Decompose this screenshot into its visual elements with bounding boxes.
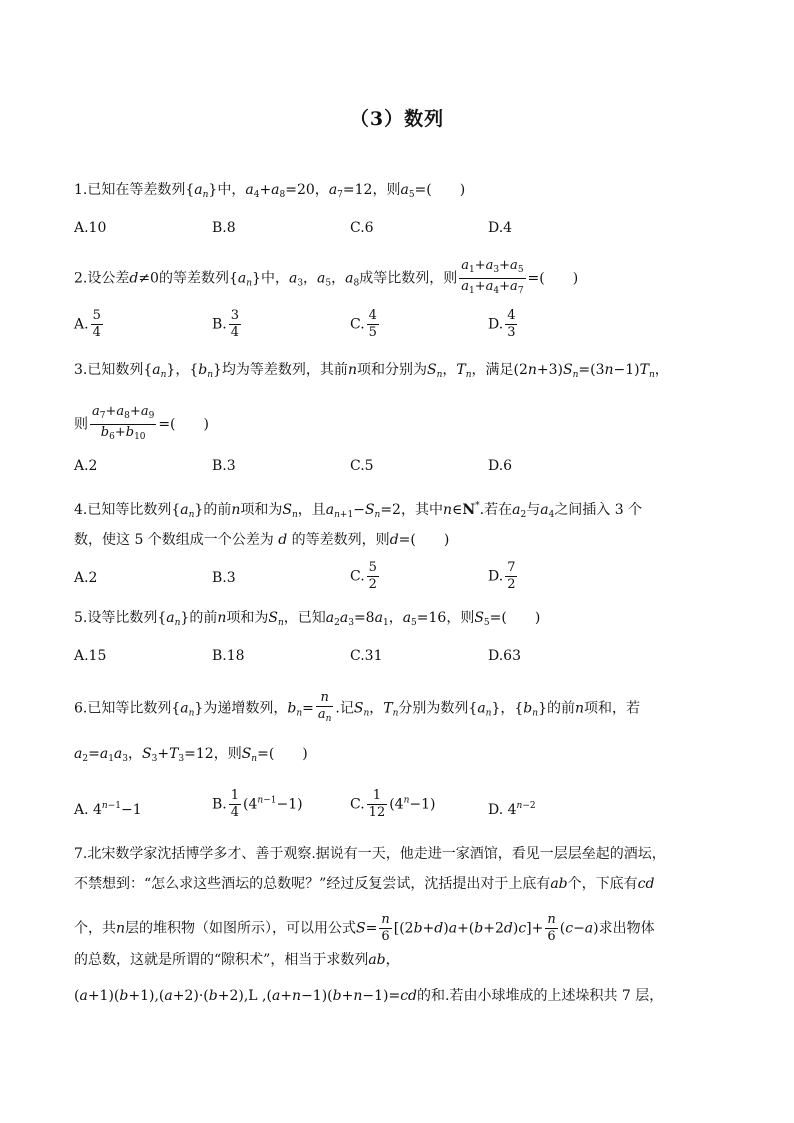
question-2-option-d[interactable]: D. $\frac{4}{3}$	[488, 308, 516, 340]
question-3-stem-2: 则 $\frac{a_7+a_8+a_9}{b_6+b_{10}}$ =( )	[74, 404, 209, 442]
question-4-option-d[interactable]: D. $\frac{7}{2}$	[488, 560, 516, 592]
question-4-stem: 4.已知等比数列$\{a_n\}$的前n项和为$S_n$，且$a_{n+1}-S_n=2$，其中n∈N*.若在$a_2$与$a_4$之间插入 3 个	[74, 501, 643, 520]
question-1-option-b[interactable]: B.8	[212, 220, 236, 236]
question-2-option-c[interactable]: C. $\frac{4}{5}$	[350, 308, 377, 340]
question-5-option-d[interactable]: D.63	[488, 648, 521, 664]
question-2-stem: 2.设公差d≠0的等差数列$\{a_n\}$中，$a_3$，$a_5$，$a_8$成等比数列，则 $\frac{a_1+a_3+a_5}{a_1+a_4+a_7}$ =( )	[74, 258, 579, 296]
question-7-line-2: 不禁想到：“怎么求这些酒坛的总数呢？”经过反复尝试，沈括提出对于上底有ab个，下底有cd	[74, 876, 655, 892]
question-5-option-b[interactable]: B.18	[212, 648, 245, 664]
page-title: （3）数列	[349, 108, 445, 130]
question-3-option-c[interactable]: C.5	[350, 458, 374, 474]
question-7-line-4: 的总数，这就是所谓的“隙积术”，相当于求数列ab，	[74, 952, 400, 968]
question-5-option-c[interactable]: C.31	[350, 648, 383, 664]
question-4-stem-2: 数，使这 5 个数组成一个公差为 d 的等差数列，则d=( )	[74, 532, 450, 548]
question-1-option-a[interactable]: A.10	[74, 220, 107, 236]
question-1-option-c[interactable]: C.6	[350, 220, 374, 236]
question-7-line-5: (a+1)(b+1),(a+2)·(b+2),L ,(a+n−1)(b+n−1)=cd的和.若由小球堆成的上述垛积共 7 层，	[74, 988, 664, 1004]
question-1-option-d[interactable]: D.4	[488, 220, 513, 236]
question-6-option-d[interactable]: D. $4^{n-2}$	[488, 801, 536, 818]
question-4-option-a[interactable]: A.2	[74, 570, 98, 586]
question-3-option-b[interactable]: B.3	[212, 458, 236, 474]
question-4-option-b[interactable]: B.3	[212, 570, 236, 586]
question-3-stem: 3.已知数列$\{a_n\}$，$\{b_n\}$均为等差数列，其前n项和分别为$S_n$，$T_n$，满足$(2n+3)S_n=(3n-1)T_n$，	[74, 362, 669, 380]
question-1-stem: 1.已知在等差数列$\{a_n\}$中，$a_4+a_8=20$，$a_7=12$，则$a_5=$( )	[74, 182, 466, 200]
question-2-option-a[interactable]: A. $\frac{5}{4}$	[74, 308, 101, 340]
question-3-option-a[interactable]: A.2	[74, 458, 98, 474]
question-6-option-a[interactable]: A. $4^{n-1}-1$	[74, 801, 142, 818]
question-2-option-b[interactable]: B. $\frac{3}{4}$	[212, 308, 240, 340]
question-4-option-c[interactable]: C. $\frac{5}{2}$	[350, 560, 377, 592]
question-6-option-c[interactable]: C. $\frac{1}{12}$ $(4^n-1)$	[350, 788, 436, 820]
question-5-stem: 5.设等比数列$\{a_n\}$的前n项和为$S_n$，已知$a_2a_3=8a_1$，$a_5=16$，则$S_5=$( )	[74, 610, 541, 628]
question-6-stem: 6.已知等比数列$\{a_n\}$为递增数列，$b_n=$ $\frac{n}{a_n}$ .记$S_n$，$T_n$分别为数列$\{a_n\}$，$\{b_n\}$的前n项和，若	[74, 690, 641, 724]
question-5-option-a[interactable]: A.15	[74, 648, 107, 664]
question-6-stem-2: $a_2=a_1a_3$，$S_3+T_3=12$，则$S_n=$( )	[74, 746, 308, 764]
question-7-line-1: 7.北宋数学家沈括博学多才、善于观察.据说有一天，他走进一家酒馆，看见一层层垒起的酒坛，	[74, 846, 666, 862]
question-6-option-b[interactable]: B. $\frac{1}{4}$ $(4^{n-1}-1)$	[212, 788, 303, 820]
question-7-line-3: 个，共n层的堆积物（如图所示），可以用公式S= $\frac{n}{6}$ [(2b+d)a+(b+2d)c]+ $\frac{n}{6}$ (c−a)求出物体	[74, 912, 655, 944]
question-3-option-d[interactable]: D.6	[488, 458, 513, 474]
